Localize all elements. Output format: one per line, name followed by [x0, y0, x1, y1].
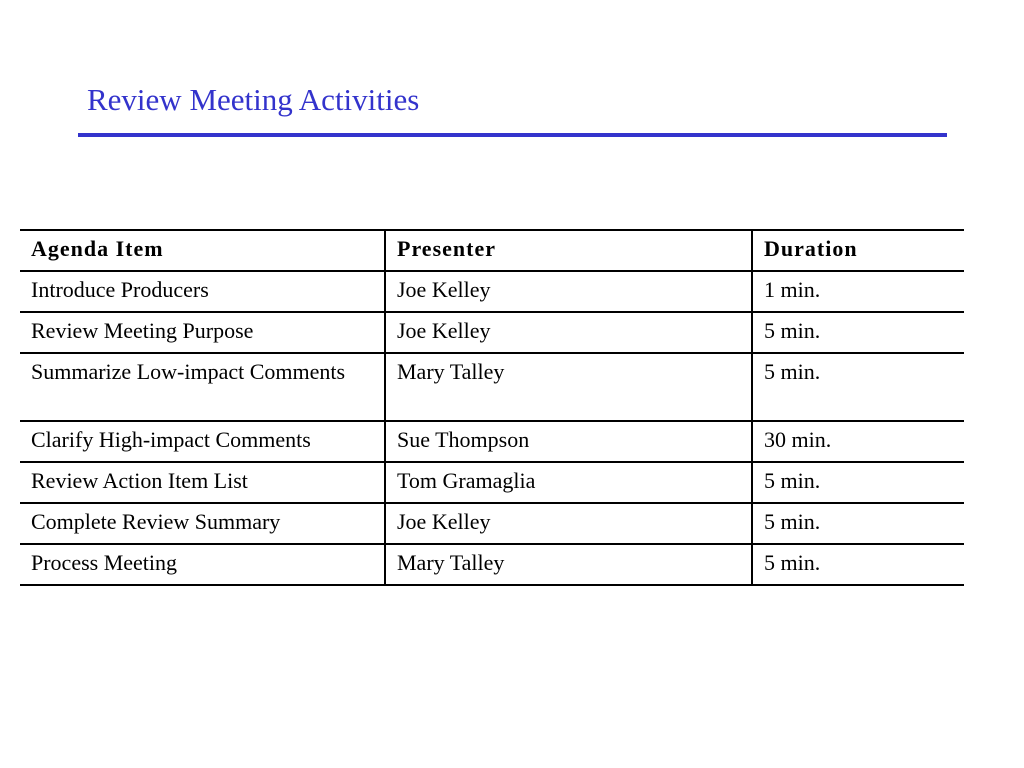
duration-cell: 1 min. [752, 271, 964, 312]
header-duration: Duration [752, 230, 964, 271]
duration-cell: 5 min. [752, 544, 964, 585]
table-row [20, 312, 964, 353]
header-agenda-item: Agenda Item [20, 230, 385, 271]
table-row [20, 421, 964, 462]
agenda-item-cell: Process Meeting [20, 544, 385, 585]
presenter-cell: Mary Talley [385, 544, 752, 585]
presenter-cell: Joe Kelley [385, 503, 752, 544]
slide-title: Review Meeting Activities [87, 82, 420, 117]
presenter-cell: Joe Kelley [385, 271, 752, 312]
table-header-row [20, 230, 964, 271]
agenda-item-cell: Complete Review Summary [20, 503, 385, 544]
duration-cell: 5 min. [752, 462, 964, 503]
duration-cell: 5 min. [752, 503, 964, 544]
table-row [20, 462, 964, 503]
presenter-cell: Sue Thompson [385, 421, 752, 462]
header-presenter: Presenter [385, 230, 752, 271]
table-row [20, 503, 964, 544]
duration-cell: 30 min. [752, 421, 964, 462]
duration-cell: 5 min. [752, 312, 964, 353]
presenter-cell: Joe Kelley [385, 312, 752, 353]
table-row [20, 271, 964, 312]
agenda-item-cell: Introduce Producers [20, 271, 385, 312]
presenter-cell: Mary Talley [385, 353, 752, 421]
agenda-item-cell: Review Meeting Purpose [20, 312, 385, 353]
duration-cell: 5 min. [752, 353, 964, 421]
table-row [20, 544, 964, 585]
agenda-table [20, 229, 964, 586]
table-row [20, 353, 964, 421]
presenter-cell: Tom Gramaglia [385, 462, 752, 503]
agenda-item-cell: Clarify High-impact Comments [20, 421, 385, 462]
title-underline [78, 133, 947, 137]
agenda-item-cell: Summarize Low-impact Comments [20, 353, 385, 421]
agenda-item-cell: Review Action Item List [20, 462, 385, 503]
